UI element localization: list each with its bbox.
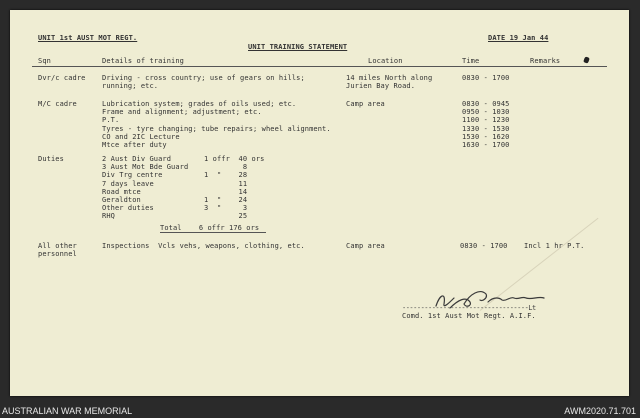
archive-name: AUSTRALIAN WAR MEMORIAL	[2, 406, 133, 416]
row4-remarks: Incl 1 hr P.T.	[524, 242, 585, 250]
row3-counts: 1 offr 40 ors 8 1 " 28 11 14 1 " 24 3 " 3 25	[204, 155, 265, 221]
column-header-location: Location	[368, 57, 403, 65]
row2-details: Lubrication system; grades of oils used; etc. Frame and alignment; adjustment; etc. P.T. Tyres - tyre changing; tube repairs; wheel alignment. CO and 2IC Lecture Mtce after duty	[102, 100, 331, 150]
row3-total: Total 6 offr 176 ors	[160, 224, 260, 232]
row3-details: 2 Aust Div Guard 3 Aust Mot Bde Guard Div Trg centre 7 days leave Road mtce Geraldton Other duties RHQ	[102, 155, 189, 221]
column-header-sqn: Sqn	[38, 57, 51, 65]
total-rule	[160, 232, 266, 233]
row1-details: Driving - cross country; use of gears on hills; running; etc.	[102, 74, 305, 91]
row2-sqn: M/C cadre	[38, 100, 77, 108]
document-page	[10, 10, 629, 396]
row3-sqn: Duties	[38, 155, 64, 163]
row4-sqn: All other personnel	[38, 242, 77, 259]
column-header-remarks: Remarks	[530, 57, 561, 65]
row4-location: Camp area	[346, 242, 385, 250]
signature-line: ----------------------------------Lt	[402, 304, 536, 312]
row1-time: 0830 - 1700	[462, 74, 510, 82]
document-date: DATE 19 Jan 44	[488, 34, 549, 42]
signatory-title: Comd. 1st Aust Mot Regt. A.I.F.	[402, 312, 536, 320]
column-header-time: Time	[462, 57, 480, 65]
document-title: UNIT TRAINING STATEMENT	[248, 43, 348, 51]
row4-time: 0830 - 1700	[460, 242, 508, 250]
unit-heading: UNIT 1st AUST MOT REGT.	[38, 34, 138, 42]
row2-location: Camp area	[346, 100, 385, 108]
header-rule	[32, 66, 607, 67]
column-header-details: Details of training	[102, 57, 184, 65]
ink-blot	[583, 56, 590, 63]
row1-location: 14 miles North along Jurien Bay Road.	[346, 74, 433, 91]
archive-footer	[0, 404, 640, 418]
row4-details: Inspections Vcls vehs, weapons, clothing, etc.	[102, 242, 305, 250]
row1-sqn: Dvr/c cadre	[38, 74, 86, 82]
row2-time: 0830 - 0945 0950 - 1030 1100 - 1230 1330 - 1530 1530 - 1620 1630 - 1700	[462, 100, 510, 150]
accession-number: AWM2020.71.701	[564, 406, 636, 416]
